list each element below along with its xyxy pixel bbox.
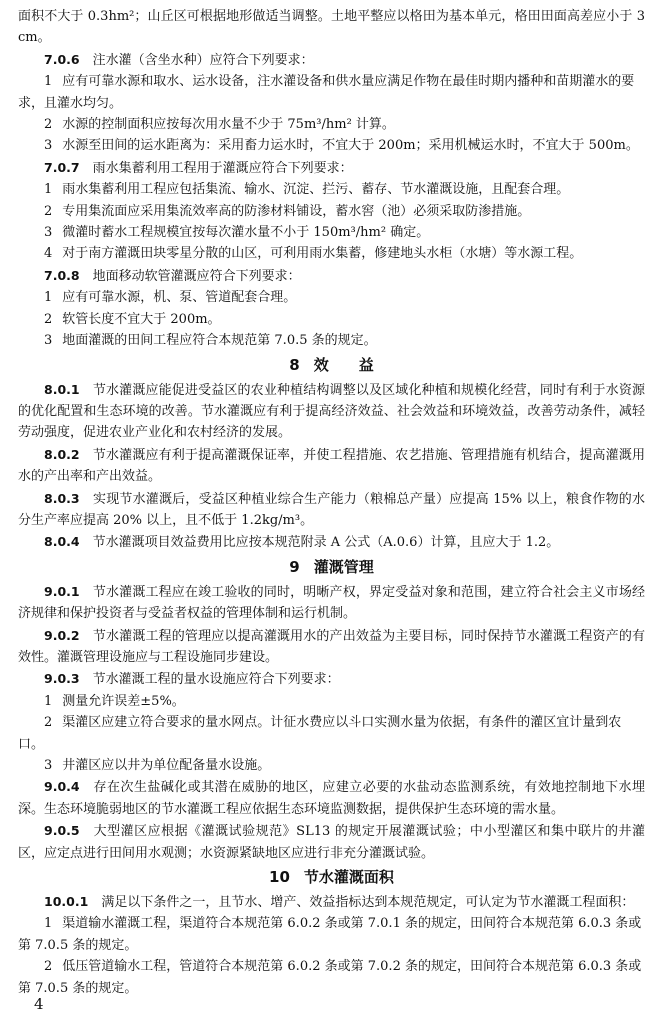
clause-number: 7.0.8	[44, 267, 80, 283]
list-item: 3 井灌区应以井为单位配备量水设施。	[44, 758, 271, 773]
clause-8-0-2: 8.0.2 节水灌溉应有利于提高灌溉保证率，并使工程措施、农艺措施、管理措施有机结合，提高灌溉用水的产出率和产出效益。	[18, 446, 645, 485]
clause-8-0-1: 8.0.1 节水灌溉应能促进受益区的农业种植结构调整以及区域化种植和规模化经营，同时有利于水资源的优化配置和生态环境的改善。节水灌溉应有利于提高经济效益、社会效益和环境效益，改善劳动条件，减轻劳动强度，促进农业产业化和农村经济的发展。	[18, 381, 645, 441]
clause-number: 7.0.6	[44, 51, 80, 67]
list-item: 4 对于南方灌溉田块零星分散的山区，可利用雨水集蓄，修建地头水柜（水塘）等水源工程。	[44, 246, 583, 262]
clause-text: 注水灌（含坐水种）应符合下列要求：	[92, 52, 314, 68]
clause-9-0-5: 9.0.5 大型灌区应根据《灌溉试验规范》SL13 的规定开展灌溉试验；中小型灌区和集中联片的井灌区，应定点进行田间用水观测；水资源紧缺地区应进行非充分灌溉试验。	[18, 823, 645, 861]
list-item: 1 测量允许误差±5%。	[44, 693, 185, 709]
list-item: 3 微灌时蓄水工程规模宜按每次灌水量不小于 150m³/hm² 确定。	[44, 225, 430, 241]
list-item: 2 低压管道输水工程，管道符合本规范第 6.0.2 条或第 7.0.2 条的规定，田间符合本规范第 6.0.3 条或第 7.0.5 条的规定。	[18, 959, 642, 996]
list-item: 1 应有可靠水源，机、泵、管道配套合理。	[44, 290, 297, 306]
list-item: 1 雨水集蓄利用工程应包括集流、输水、沉淀、拦污、蓄存、节水灌溉设施，且配套合理。	[44, 182, 570, 198]
clause-8-0-3: 8.0.3 实现节水灌溉后，受益区种植业综合生产能力（粮棉总产量）应提高 15% 以上，粮食作物的水分生产率应提高 20% 以上，且不低于 1.2kg/m³。	[18, 490, 645, 528]
clause-8-0-4: 8.0.4 节水灌溉项目效益费用比应按本规范附录 A 公式（A.0.6）计算，且应大于 1.2。	[44, 534, 560, 551]
list-item: 2 水源的控制面积应按每次用水量不少于 75m³/hm² 计算。	[44, 117, 395, 133]
list-item: 2 专用集流面应采用集流效率高的防渗材料铺设，蓄水窖（池）必须采取防渗措施。	[44, 203, 531, 219]
list-item: 1 渠道输水灌溉工程，渠道符合本规范第 6.0.2 条或第 7.0.1 条的规定，田间符合本规范第 6.0.3 条或第 7.0.5 条的规定。	[18, 916, 642, 953]
clause-7-0-7	[18, 157, 645, 179]
list-item: 3 地面灌溉的田间工程应符合本规范第 7.0.5 条的规定。	[44, 333, 377, 349]
chapter-heading-9: 9 灌溉管理	[289, 557, 374, 576]
intro-paragraph: 面积不大于 0.3hm²；山丘区可根据地形做适当调整。土地平整应以格田为基本单元，格田田面高差应小于 3cm。	[18, 9, 645, 46]
page-number: 4	[34, 995, 44, 1013]
list-item: 2 软管长度不宜大于 200m。	[44, 311, 221, 327]
clause-9-0-2: 9.0.2 节水灌溉工程的管理应以提高灌溉用水的产出效益为主要目标，同时保持节水灌溉工程资产的有效性。灌溉管理设施应与工程设施同步建设。	[18, 627, 645, 665]
clause-number: 7.0.7	[44, 159, 80, 175]
chapter-heading-8: 8 效 益	[289, 355, 374, 374]
clause-9-0-1: 9.0.1 节水灌溉工程应在竣工验收的同时，明晰产权，界定受益对象和范围，建立符合社会主义市场经济规律和保护投资者与受益者权益的管理体制和运行机制。	[18, 583, 645, 622]
clause-7-0-6	[18, 49, 645, 71]
clause-7-0-8	[18, 265, 645, 287]
list-item: 2 渠灌区应建立符合要求的量水网点。计征水费应以斗口实测水量为依据，有条件的灌区宜计量到农口。	[18, 715, 622, 752]
clause-9-0-3: 9.0.3 节水灌溉工程的量水设施应符合下列要求：	[44, 671, 340, 688]
list-item: 3 水源至田间的运水距离为：采用畜力运水时，不宜大于 200m；采用机械运水时，不宜大于 500m。	[44, 138, 639, 154]
clause-text: 地面移动软管灌溉应符合下列要求：	[92, 268, 301, 284]
document-page	[18, 6, 645, 999]
chapter-heading-10: 10 节水灌溉面积	[269, 868, 394, 887]
list-item: 1 应有可靠水源和取水、运水设备，注水灌设备和供水量应满足作物在最佳时期内播种和苗期灌水的要求，且灌水均匀。	[18, 74, 635, 111]
clause-text: 雨水集蓄利用工程用于灌溉应符合下列要求：	[92, 160, 353, 176]
clause-9-0-4: 9.0.4 存在次生盐碱化或其潜在威胁的地区，应建立必要的水盐动态监测系统，有效地控制地下水埋深。生态环境脆弱地区的节水灌溉工程应依据生态环境监测数据，提供保护生态环境的需水量。	[18, 779, 645, 817]
clause-10-0-1: 10.0.1 满足以下条件之一，且节水、增产、效益指标达到本规范规定，可认定为节水灌溉工程面积：	[44, 894, 635, 911]
